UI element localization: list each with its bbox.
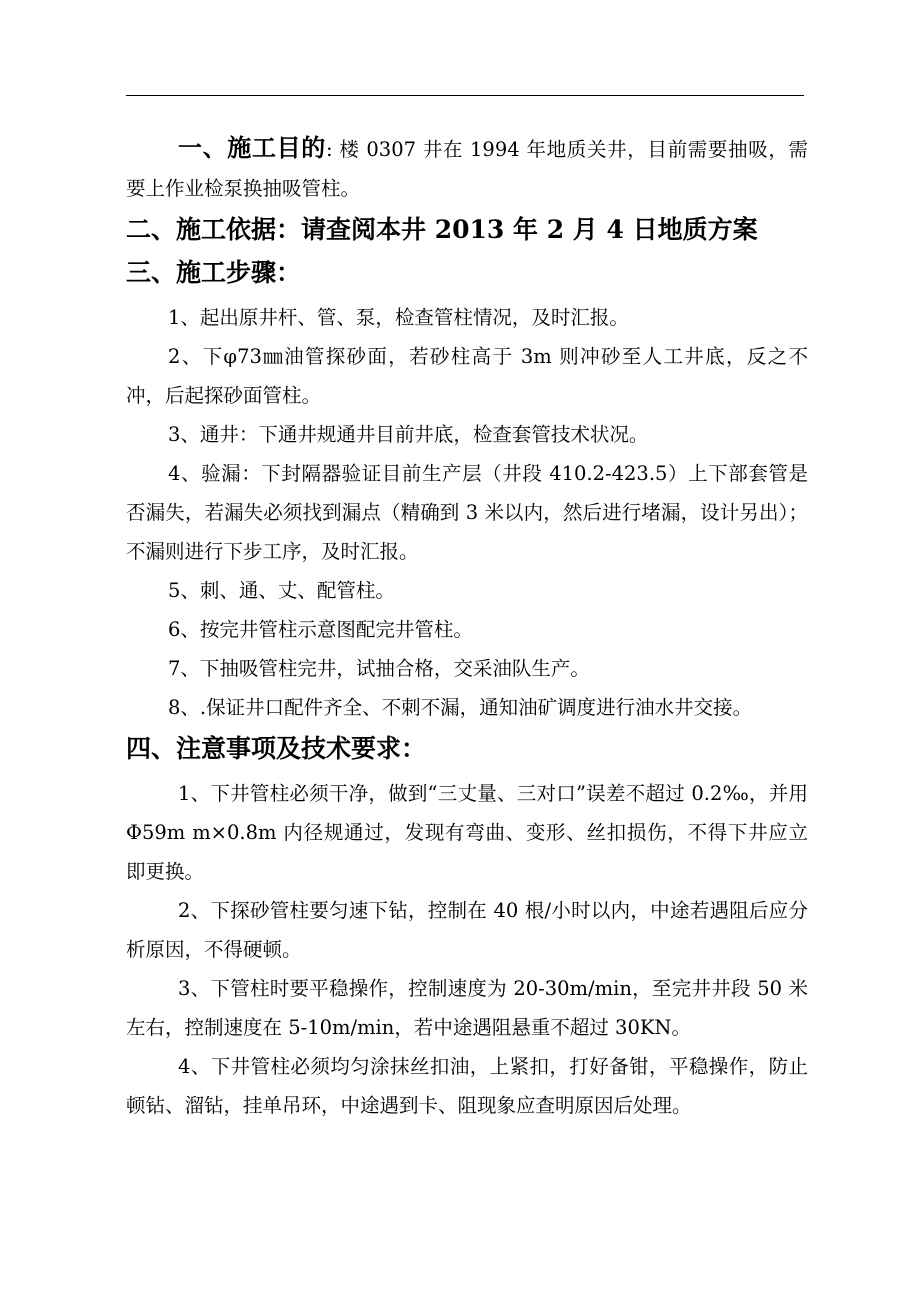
step-item: 2、下φ73㎜油管探砂面，若砂柱高于 3m 则冲砂至人工井底，反之不冲，后起探砂面管柱。 [126, 345, 808, 407]
step-item: 4、验漏：下封隔器验证目前生产层（井段 410.2-423.5）上下部套管是否漏失，若漏失必须找到漏点（精确到 3 米以内，然后进行堵漏，设计另出）；不漏则进行下步工序，及时汇报。 [126, 462, 808, 563]
header-rule [126, 95, 804, 96]
document-body [126, 128, 808, 1125]
section-1-paragraph [126, 128, 808, 208]
note-item: 1、下井管柱必须干净，做到“三丈量、三对口”误差不超过 0.2‰，并用Φ59m m×0.8m 内径规通过，发现有弯曲、变形、丝扣损伤，不得下井应立即更换。 [126, 782, 808, 883]
note-item: 2、下探砂管柱要匀速下钻，控制在 40 根/小时以内，中途若遇阻后应分析原因，不得硬顿。 [126, 899, 808, 961]
note-item: 4、下井管柱必须均匀涂抹丝扣油，上紧扣，打好备钳，平稳操作，防止顿钻、溜钻，挂单吊环，中途遇到卡、阻现象应查明原因后处理。 [126, 1055, 808, 1117]
note-item: 3、下管柱时要平稳操作，控制速度为 20-30m/min，至完井井段 50 米左右，控制速度在 5-10m/min，若中途遇阻悬重不超过 30KN。 [126, 977, 808, 1039]
step-item: 1、起出原井杆、管、泵，检查管柱情况，及时汇报。 [168, 306, 629, 329]
section-2-heading: 二、施工依据：请查阅本井 2013 年 2 月 4 日地质方案 [126, 215, 758, 244]
section-1-heading: 一、施工目的 [178, 133, 326, 162]
section-4-heading: 四、注意事项及技术要求： [126, 734, 427, 763]
section-1-body: 楼 0307 井在 1994 年地质关井，目前需要抽吸，需要上作业检泵换抽吸管柱。 [126, 138, 809, 200]
step-item: 7、下抽吸管柱完井，试抽合格，交采油队生产。 [168, 657, 590, 680]
step-item: 3、通井：下通井规通井目前井底，检查套管技术状况。 [168, 423, 649, 446]
section-1-colon: : [325, 138, 333, 161]
step-item: 5、刺、通、丈、配管柱。 [168, 579, 395, 602]
step-item: 8、.保证井口配件齐全、不刺不漏，通知油矿调度进行油水井交接。 [168, 696, 753, 719]
step-item: 6、按完井管柱示意图配完井管柱。 [168, 618, 473, 641]
section-3-heading: 三、施工步骤： [126, 258, 302, 287]
